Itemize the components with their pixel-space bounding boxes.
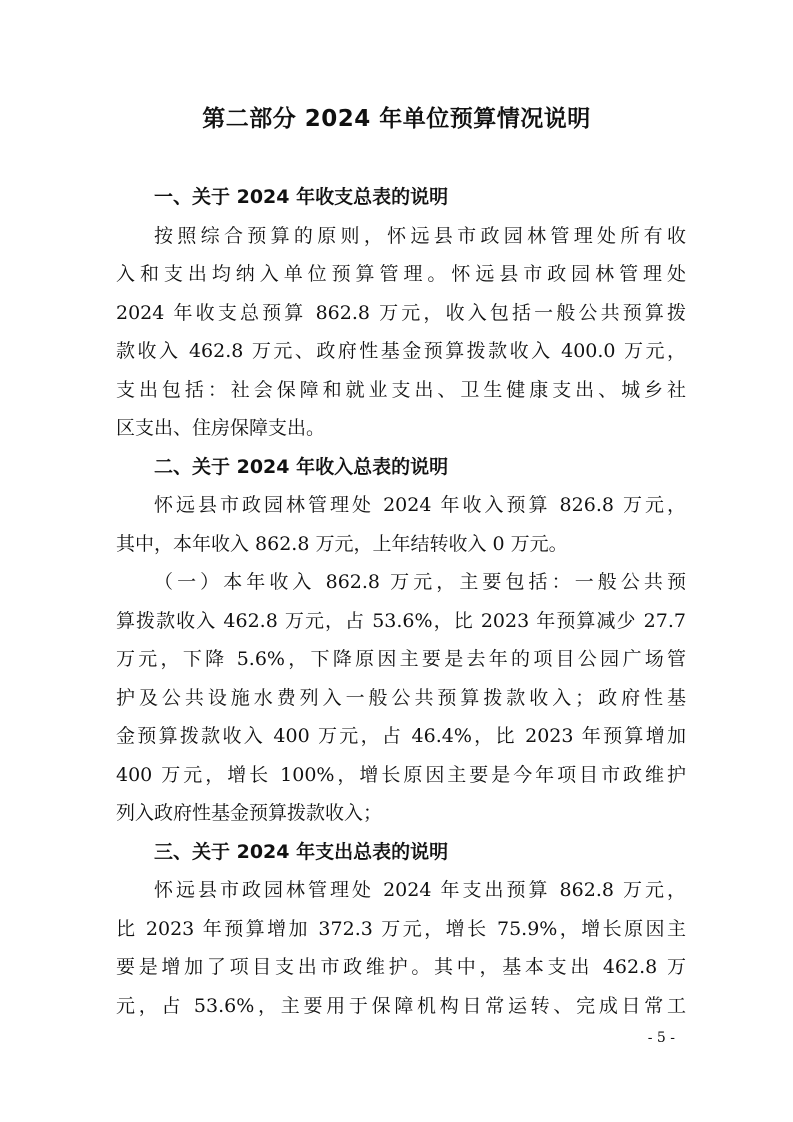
- paragraph-line: （一）本年收入 862.8 万元，主要包括：一般公共预: [154, 571, 686, 593]
- paragraph-line: 元，占 53.6%，主要用于保障机构日常运转、完成日常工: [116, 994, 686, 1017]
- paragraph-line: 金预算拨款收入 400 万元，占 46.4%，比 2023 年预算增加: [116, 725, 686, 747]
- section-heading: 二、关于 2024 年收入总表的说明: [154, 455, 449, 478]
- section-heading: 三、关于 2024 年支出总表的说明: [154, 840, 449, 863]
- paragraph-line: 其中，本年收入 862.8 万元，上年结转收入 0 万元。: [116, 532, 568, 555]
- body-text: [116, 178, 686, 1025]
- paragraph-line: 怀远县市政园林管理处 2024 年支出预算 862.8 万元，: [154, 879, 686, 901]
- paragraph-line: 算拨款收入 462.8 万元，占 53.6%，比 2023 年预算减少 27.7: [116, 609, 686, 632]
- paragraph-line: 400 万元，增长 100%，增长原因主要是今年项目市政维护: [116, 763, 686, 786]
- page-title: 第二部分 2024 年单位预算情况说明: [202, 106, 591, 132]
- paragraph-line: 支出包括：社会保障和就业支出、卫生健康支出、城乡社: [116, 378, 686, 401]
- section-heading: 一、关于 2024 年收支总表的说明: [154, 186, 449, 208]
- paragraph-line: 入和支出均纳入单位预算管理。怀远县市政园林管理处: [116, 263, 686, 285]
- paragraph-line: 区支出、住房保障支出。: [116, 417, 326, 439]
- paragraph-line: 款收入 462.8 万元、政府性基金预算拨款收入 400.0 万元，: [116, 340, 686, 362]
- paragraph-line: 护及公共设施水费列入一般公共预算拨款收入；政府性基: [116, 686, 686, 709]
- paragraph-line: 列入政府性基金预算拨款收入；: [116, 802, 383, 824]
- paragraph-line: 怀远县市政园林管理处 2024 年收入预算 826.8 万元，: [154, 494, 686, 516]
- paragraph-line: 2024 年收支总预算 862.8 万元，收入包括一般公共预算拨: [116, 301, 686, 324]
- paragraph-line: 要是增加了项目支出市政维护。其中，基本支出 462.8 万: [116, 956, 686, 978]
- paragraph-line: 万元，下降 5.6%，下降原因主要是去年的项目公园广场管: [116, 648, 686, 670]
- page-number: - 5 -: [647, 1030, 675, 1046]
- paragraph-line: 比 2023 年预算增加 372.3 万元，增长 75.9%，增长原因主: [116, 917, 686, 940]
- paragraph-line: 按照综合预算的原则，怀远县市政园林管理处所有收: [154, 224, 686, 247]
